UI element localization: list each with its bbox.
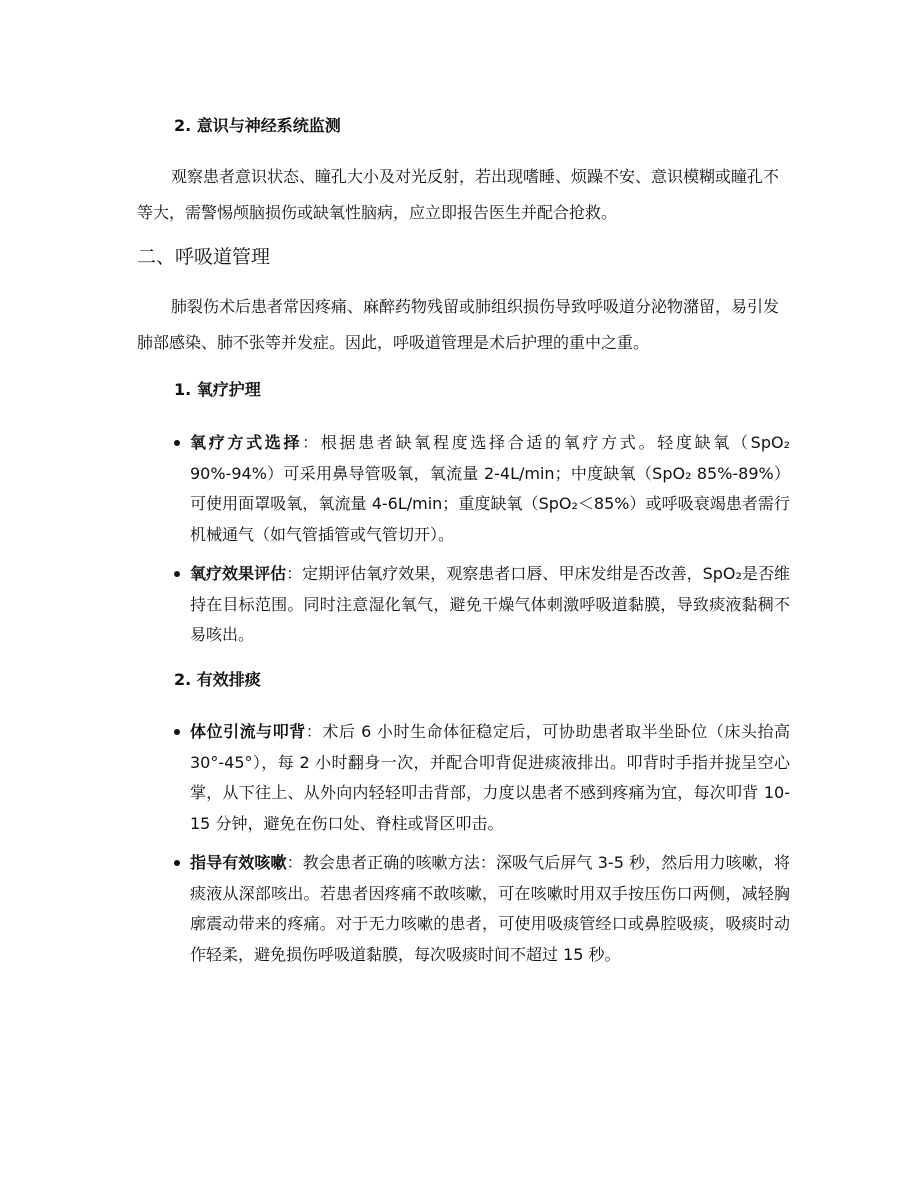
bullet-icon	[174, 571, 180, 577]
item-title: 氧疗方式选择	[190, 433, 303, 452]
sputum-bullet-list	[190, 717, 790, 970]
heading-oxygen-therapy: 1. 氧疗护理	[174, 380, 261, 399]
item-title: 氧疗效果评估	[190, 564, 287, 583]
paragraph-consciousness: 观察患者意识状态、瞳孔大小及对光反射，若出现嗜睡、烦躁不安、意识模糊或瞳孔不等大，需警惕颅脑损伤或缺氧性脑病，应立即报告医生并配合抢救。	[137, 167, 780, 222]
heading-airway-management: 二、呼吸道管理	[137, 246, 271, 268]
item-title: 指导有效咳嗽	[190, 853, 287, 872]
paragraph-airway: 肺裂伤术后患者常因疼痛、麻醉药物残留或肺组织损伤导致呼吸道分泌物潴留，易引发肺部感染、肺不张等并发症。因此，呼吸道管理是术后护理的重中之重。	[137, 297, 780, 352]
list-item	[190, 428, 790, 550]
item-text: ：定期评估氧疗效果，观察患者口唇、甲床发绀是否改善，SpO₂是否维持在目标范围。同时注意湿化氧气，避免干燥气体刺激呼吸道黏膜，导致痰液黏稠不易咳出。	[190, 564, 790, 644]
list-item	[190, 717, 790, 839]
heading-consciousness-monitoring: 2. 意识与神经系统监测	[174, 116, 341, 135]
item-text: ：根据患者缺氧程度选择合适的氧疗方式。轻度缺氧（SpO₂ 90%-94%）可采用鼻导管吸氧，氧流量 2-4L/min；中度缺氧（SpO₂ 85%-89%）可使用面罩吸氧，氧流量 4-6L/min；重度缺氧（SpO₂＜85%）或呼吸衰竭患者需行机械通气（如气管插管或气管切开）。	[190, 433, 790, 544]
list-item	[190, 559, 790, 651]
item-text: ：术后 6 小时生命体征稳定后，可协助患者取半坐卧位（床头抬高 30°-45°），每 2 小时翻身一次，并配合叩背促进痰液排出。叩背时手指并拢呈空心掌，从下往上、从外向内轻轻叩击背部，力度以患者不感到疼痛为宜，每次叩背 10-15 分钟，避免在伤口处、脊柱或肾区叩击。	[190, 722, 790, 833]
item-title: 体位引流与叩背	[190, 722, 306, 741]
bullet-icon	[174, 440, 180, 446]
oxygen-bullet-list	[190, 428, 790, 651]
bullet-icon	[174, 860, 180, 866]
list-item	[190, 848, 790, 970]
item-text: ：教会患者正确的咳嗽方法：深吸气后屏气 3-5 秒，然后用力咳嗽，将痰液从深部咳出。若患者因疼痛不敢咳嗽，可在咳嗽时用双手按压伤口两侧，减轻胸廓震动带来的疼痛。对于无力咳嗽的患者，可使用吸痰管经口或鼻腔吸痰，吸痰时动作轻柔，避免损伤呼吸道黏膜，每次吸痰时间不超过 15 秒。	[190, 853, 790, 964]
bullet-icon	[174, 729, 180, 735]
heading-effective-expectoration: 2. 有效排痰	[174, 670, 261, 689]
